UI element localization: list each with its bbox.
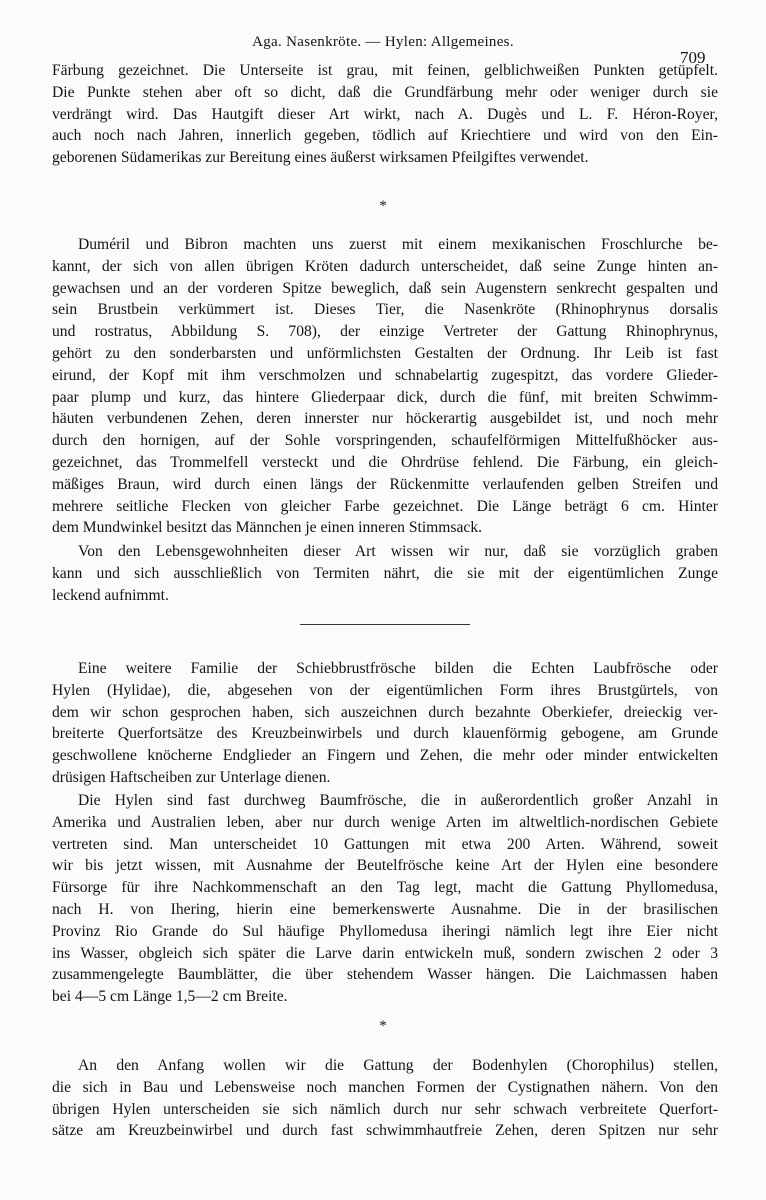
page-number: 709: [680, 48, 706, 67]
paragraph: [52, 658, 718, 789]
text-line: sätze am Kreuzbeinwirbel und durch fast schwimmhautfreie Zehen, deren Spitzen nur sehr: [52, 1122, 718, 1140]
text-line: vertreten sind. Man unterscheidet 10 Gattungen mit etwa 200 Arten. Während, soweit: [52, 835, 718, 853]
section-divider: [300, 624, 470, 625]
text-line: übrigen Hylen unterscheiden sie sich nämlich durch nur sehr schwach verbreitete Querfort-: [52, 1100, 718, 1118]
text-line: Fürsorge für ihre Nachkommenschaft an den Tag legt, macht die Gattung Phyllomedusa,: [52, 879, 718, 897]
text-line: paar plump und kurz, das hintere Gliederpaar dick, durch die fünf, mit breiten Schwimm-: [52, 388, 718, 406]
text-line: sein Brustbein verkümmert ist. Dieses Tier, die Nasenkröte (Rhinophrynus dorsalis: [52, 301, 718, 319]
text-line: Die Hylen sind fast durchweg Baumfrösche, die in außerordentlich großer Anzahl in: [78, 792, 718, 809]
text-line: Die Punkte stehen aber oft so dicht, daß die Grundfärbung mehr oder weniger durch sie: [52, 83, 718, 101]
text-line: verdrängt wird. Das Hautgift dieser Art wirkt, nach A. Dugès und L. F. Héron-Royer,: [52, 105, 718, 123]
text-line: dem Mundwinkel besitzt das Männchen je einen inneren Stimmsack.: [52, 519, 483, 537]
text-line: breiterte Querfortsätze des Kreuzbeinwirbels und durch klauenförmig gebogene, am Grunde: [52, 725, 718, 743]
text-line: leckend aufnimmt.: [52, 586, 169, 604]
text-line: gezeichnet, das Trommelfell versteckt und die Ohrdrüse fehlend. Die Färbung, ein gleich-: [52, 453, 718, 471]
text-line: die sich in Bau und Lebensweise noch manchen Formen der Cystignathen nähern. Von den: [52, 1078, 718, 1096]
text-line: wir bis jetzt wissen, mit Ausnahme der Beutelfrösche keine Art der Hylen eine besondere: [52, 857, 718, 875]
paragraph: [52, 60, 718, 169]
text-line: drüsigen Haftscheiben zur Unterlage dienen.: [52, 768, 331, 786]
text-line: mehrere seitliche Flecken von gleicher Farbe gezeichnet. Die Länge beträgt 6 cm. Hinter: [52, 497, 718, 515]
text-line: bei 4—5 cm Länge 1,5—2 cm Breite.: [52, 988, 288, 1006]
text-line: mäßiges Braun, wird durch einen längs der Rückenmitte verlaufenden gelben Streifen und: [52, 475, 718, 493]
text-line: dem wir schon gesprochen haben, sich auszeichnen durch bezahnte Oberkiefer, dreieckig ver-: [52, 703, 718, 721]
text-line: eirund, der Kopf mit ihm verschmolzen und schnabelartig zugespitzt, das vordere Glieder-: [52, 366, 718, 384]
text-line: häuten verbundenen Zehen, deren innerster nur höckerartig ausgebildet ist, und noch mehr: [52, 410, 718, 428]
text-line: Provinz Rio Grande do Sul häufige Phyllomedusa iheringi nämlich legt ihre Eier nicht: [52, 922, 718, 940]
text-line: Duméril und Bibron machten uns zuerst mit einem mexikanischen Froschlurche be-: [78, 236, 718, 253]
text-line: geschwollene knöcherne Endglieder an Fingern und Zehen, die mehr oder minder entwickelten: [52, 747, 718, 765]
text-line: Färbung gezeichnet. Die Unterseite ist grau, mit feinen, gelblichweißen Punkten getüpfelt.: [52, 62, 718, 79]
text-line: und rostratus, Abbildung S. 708), der einzige Vertreter der Gattung Rhinophrynus,: [52, 323, 718, 341]
section-asterisk: *: [379, 198, 387, 214]
paragraph: [52, 790, 718, 1008]
text-line: Eine weitere Familie der Schiebbrustfrösche bilden die Echten Laubfrösche oder: [78, 660, 718, 677]
text-line: Hylen (Hylidae), die, abgesehen von der eigentümlichen Form ihres Brustgürtels, von: [52, 681, 718, 699]
text-line: auch noch nach Jahren, innerlich gegeben, tödlich auf Kriechtiere und wird von den Ein-: [52, 127, 718, 145]
text-line: kann und sich ausschließlich von Termiten nährt, die sie mit der eigentümlichen Zunge: [52, 564, 718, 582]
running-header: Aga. Nasenkröte. — Hylen: Allgemeines.: [252, 34, 514, 50]
paragraph: [52, 1055, 718, 1142]
section-asterisk: *: [379, 1018, 387, 1034]
text-line: gehört zu den sonderbarsten und unförmlichsten Gestalten der Ordnung. Ihr Leib ist fast: [52, 344, 718, 362]
text-line: Amerika und Australien leben, aber nur durch wenige Arten im altweltlich-nordischen Gebiete: [52, 813, 718, 831]
text-line: nach H. von Ihering, hierin eine bemerkenswerte Ausnahme. Die in der brasilischen: [52, 900, 718, 918]
text-line: Von den Lebensgewohnheiten dieser Art wissen wir nur, daß sie vorzüglich graben: [78, 543, 718, 560]
text-line: An den Anfang wollen wir die Gattung der Bodenhylen (Chorophilus) stellen,: [78, 1057, 718, 1074]
paragraph: [52, 234, 718, 539]
text-line: gewachsen und an der vorderen Spitze beweglich, daß sein Augenstern senkrecht gespalten und: [52, 279, 718, 297]
text-line: zusammengelegte Baumblätter, die über stehendem Wasser hängen. Die Laichmassen haben: [52, 966, 718, 984]
text-line: kannt, der sich von allen übrigen Kröten dadurch unterscheidet, daß seine Zunge hinten an-: [52, 257, 718, 275]
text-line: ins Wasser, obgleich sich später die Larve darin entwickeln muß, sondern zwischen 2 oder 3: [52, 944, 718, 962]
text-line: geborenen Südamerikas zur Bereitung eines äußerst wirksamen Pfeilgiftes verwendet.: [52, 149, 589, 167]
paragraph: [52, 541, 718, 606]
text-line: durch den hornigen, auf der Sohle vorspringenden, schaufelförmigen Mittelfußhöcker aus-: [52, 432, 718, 450]
